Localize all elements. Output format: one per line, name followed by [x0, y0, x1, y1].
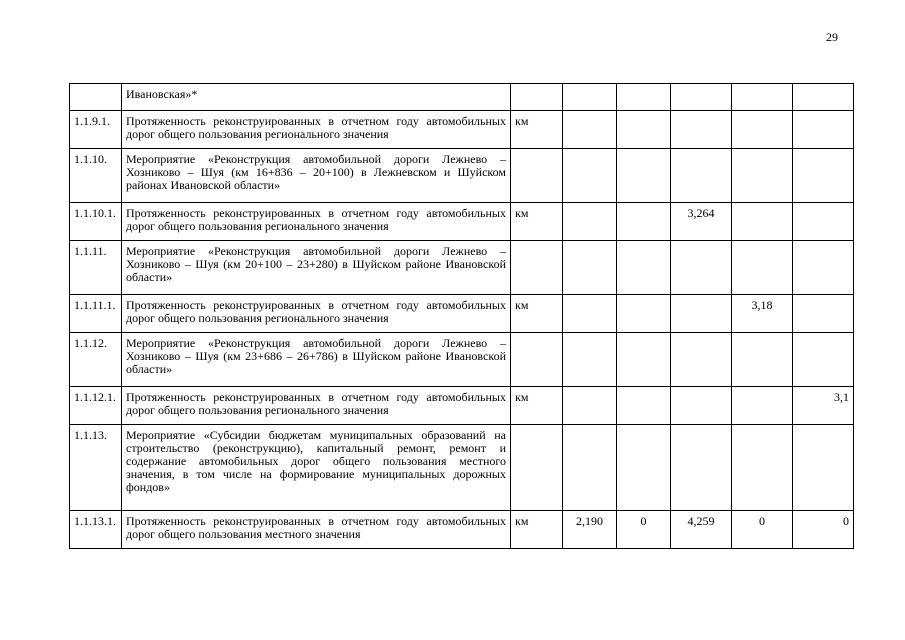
row-unit: км [511, 511, 563, 549]
row-unit [511, 241, 563, 295]
row-code: 1.1.10. [70, 149, 122, 203]
row-value-4 [732, 333, 793, 387]
row-value-3 [671, 295, 732, 333]
row-value-5: 0 [793, 511, 854, 549]
row-value-4 [732, 241, 793, 295]
table-row [70, 387, 854, 425]
row-code: 1.1.11.1. [70, 295, 122, 333]
row-description: Протяженность реконструированных в отчетном году автомобильных дорог общего пользования местного значения [122, 511, 511, 549]
row-code: 1.1.12.1. [70, 387, 122, 425]
row-value-1 [563, 149, 617, 203]
row-value-5 [793, 84, 854, 111]
row-value-2 [617, 203, 671, 241]
row-value-2: 0 [617, 511, 671, 549]
table-row [70, 511, 854, 549]
row-description: Протяженность реконструированных в отчетном году автомобильных дорог общего пользования регионального значения [122, 111, 511, 149]
row-description: Мероприятие «Реконструкция автомобильной дороги Лежнево – Хозниково – Шуя (км 16+836 – 20+100) в Лежневском и Шуйском районах Ивановской области» [122, 149, 511, 203]
row-value-1 [563, 425, 617, 511]
row-value-3 [671, 84, 732, 111]
row-value-4 [732, 387, 793, 425]
row-value-3 [671, 387, 732, 425]
row-code [70, 84, 122, 111]
row-value-5 [793, 111, 854, 149]
row-value-4 [732, 203, 793, 241]
row-value-3: 4,259 [671, 511, 732, 549]
row-unit: км [511, 387, 563, 425]
row-unit [511, 149, 563, 203]
row-description: Протяженность реконструированных в отчетном году автомобильных дорог общего пользования регионального значения [122, 295, 511, 333]
row-value-2 [617, 425, 671, 511]
table-row [70, 425, 854, 511]
row-value-2 [617, 149, 671, 203]
row-value-5 [793, 295, 854, 333]
row-value-3 [671, 425, 732, 511]
row-value-4 [732, 111, 793, 149]
table-row [70, 333, 854, 387]
row-unit [511, 425, 563, 511]
row-description: Мероприятие «Реконструкция автомобильной дороги Лежнево – Хозниково – Шуя (км 20+100 – 23+280) в Шуйском районе Ивановской области» [122, 241, 511, 295]
row-value-1 [563, 295, 617, 333]
row-description: Протяженность реконструированных в отчетном году автомобильных дорог общего пользования регионального значения [122, 387, 511, 425]
row-value-2 [617, 387, 671, 425]
row-description: Ивановская»* [122, 84, 511, 111]
row-value-3 [671, 333, 732, 387]
row-value-2 [617, 111, 671, 149]
table-row [70, 241, 854, 295]
row-value-5 [793, 203, 854, 241]
table-row [70, 149, 854, 203]
row-description: Мероприятие «Субсидии бюджетам муниципальных образований на строительство (реконструкцию), капитальный ремонт, ремонт и содержание автомобильных дорог общего пользования местного значения, в том числе на формирование муниципальных дорожных фондов» [122, 425, 511, 511]
row-value-4: 0 [732, 511, 793, 549]
row-value-5 [793, 149, 854, 203]
table-row [70, 203, 854, 241]
row-unit [511, 333, 563, 387]
row-unit: км [511, 203, 563, 241]
row-code: 1.1.13.1. [70, 511, 122, 549]
row-value-5 [793, 425, 854, 511]
row-code: 1.1.9.1. [70, 111, 122, 149]
row-unit [511, 84, 563, 111]
page-number: 29 [826, 30, 838, 44]
table-row [70, 84, 854, 111]
row-value-1 [563, 387, 617, 425]
row-value-1 [563, 84, 617, 111]
row-value-2 [617, 84, 671, 111]
row-code: 1.1.10.1. [70, 203, 122, 241]
row-code: 1.1.11. [70, 241, 122, 295]
row-value-4: 3,18 [732, 295, 793, 333]
row-value-4 [732, 425, 793, 511]
row-value-1 [563, 111, 617, 149]
row-value-4 [732, 84, 793, 111]
row-value-4 [732, 149, 793, 203]
table-row [70, 295, 854, 333]
row-value-3: 3,264 [671, 203, 732, 241]
row-description: Мероприятие «Реконструкция автомобильной дороги Лежнево – Хозниково – Шуя (км 23+686 – 26+786) в Шуйском районе Ивановской области» [122, 333, 511, 387]
row-value-5 [793, 333, 854, 387]
row-unit: км [511, 111, 563, 149]
row-value-3 [671, 149, 732, 203]
row-value-2 [617, 295, 671, 333]
row-value-2 [617, 241, 671, 295]
row-value-1 [563, 333, 617, 387]
row-description: Протяженность реконструированных в отчетном году автомобильных дорог общего пользования регионального значения [122, 203, 511, 241]
row-value-3 [671, 111, 732, 149]
row-code: 1.1.12. [70, 333, 122, 387]
row-value-5 [793, 241, 854, 295]
row-value-3 [671, 241, 732, 295]
row-unit: км [511, 295, 563, 333]
row-code: 1.1.13. [70, 425, 122, 511]
row-value-2 [617, 333, 671, 387]
indicator-table [69, 83, 854, 549]
row-value-5: 3,1 [793, 387, 854, 425]
table-row [70, 111, 854, 149]
row-value-1: 2,190 [563, 511, 617, 549]
row-value-1 [563, 241, 617, 295]
row-value-1 [563, 203, 617, 241]
